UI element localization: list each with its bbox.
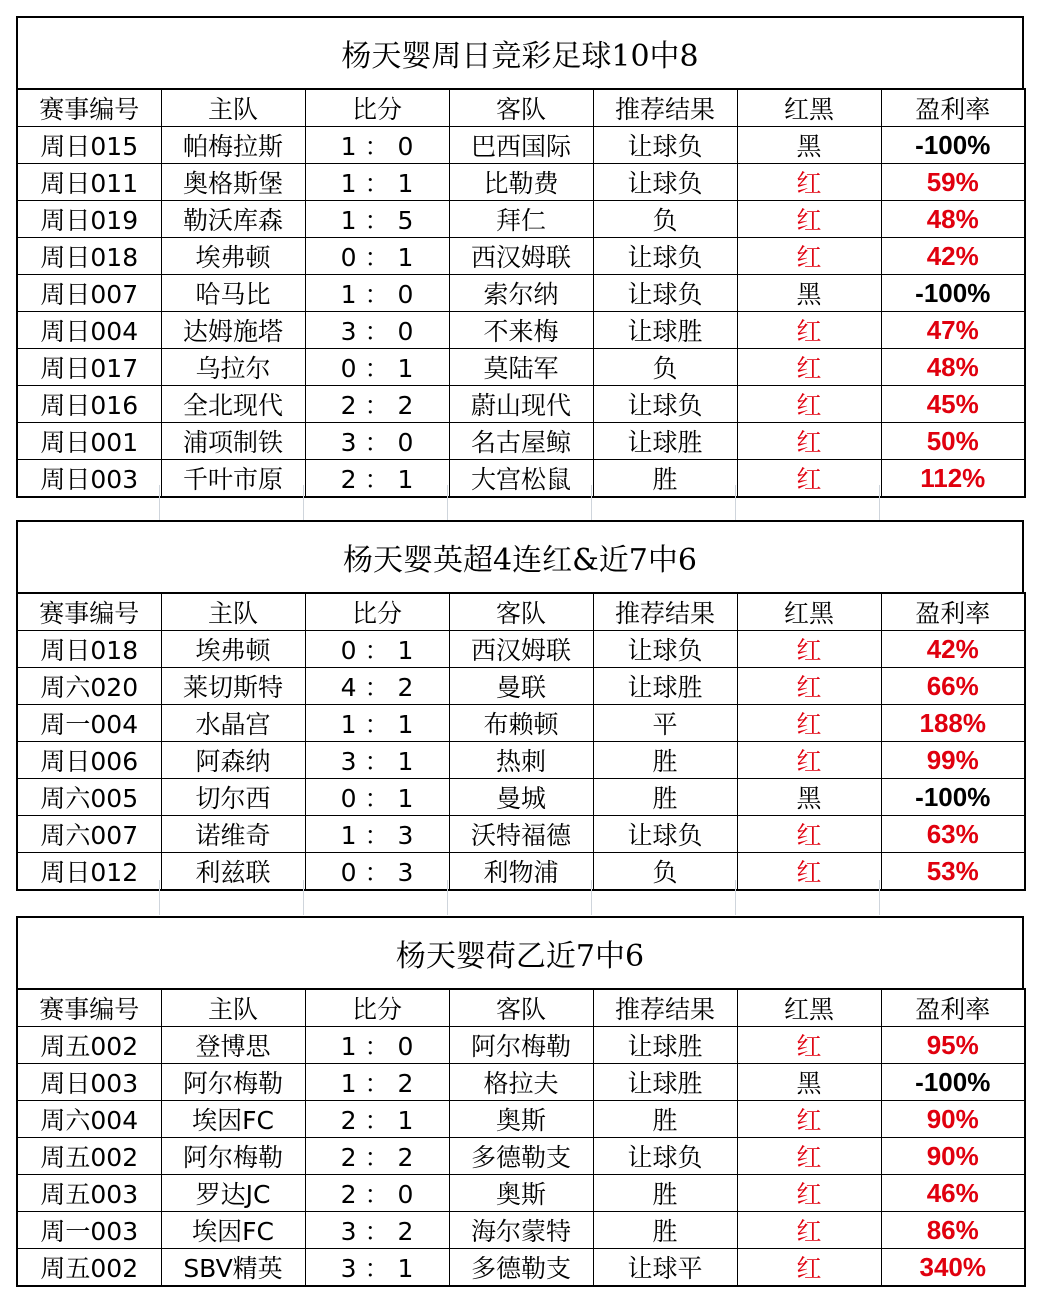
home-team-cell: 埃因FC: [161, 1212, 305, 1249]
empty-cell: [592, 485, 736, 520]
profit-rate-cell: 99%: [881, 742, 1025, 779]
empty-cell: [592, 880, 736, 915]
result-cell: 红: [737, 423, 881, 460]
pick-cell: 让球负: [593, 238, 737, 275]
column-header: 红黑: [737, 89, 881, 127]
pick-cell: 让球胜: [593, 423, 737, 460]
score-cell: 2 ： 0: [305, 1175, 449, 1212]
home-team-cell: 埃弗顿: [161, 631, 305, 668]
empty-cell: [880, 880, 1024, 915]
score-cell: 2 ： 2: [305, 1138, 449, 1175]
result-cell: 红: [737, 349, 881, 386]
pick-cell: 让球胜: [593, 1027, 737, 1064]
match-id-cell: 周日016: [17, 386, 161, 423]
table-row: [17, 742, 1025, 779]
score-cell: 0 ： 1: [305, 779, 449, 816]
score-cell: 1 ： 5: [305, 201, 449, 238]
result-cell: 红: [737, 705, 881, 742]
pick-cell: 平: [593, 705, 737, 742]
away-team-cell: 奥斯: [449, 1101, 593, 1138]
result-cell: 红: [737, 238, 881, 275]
table-row: [17, 1138, 1025, 1175]
pick-cell: 胜: [593, 742, 737, 779]
score-cell: 3 ： 2: [305, 1212, 449, 1249]
score-cell: 3 ： 0: [305, 312, 449, 349]
table-row: [17, 127, 1025, 164]
empty-cell: [304, 485, 448, 520]
empty-cell: [160, 485, 304, 520]
pick-cell: 让球负: [593, 386, 737, 423]
match-id-cell: 周六005: [17, 779, 161, 816]
result-cell: 红: [737, 631, 881, 668]
column-header: 红黑: [737, 593, 881, 631]
profit-rate-cell: 95%: [881, 1027, 1025, 1064]
away-team-cell: 格拉夫: [449, 1064, 593, 1101]
section-title: 杨天婴荷乙近7中6: [16, 916, 1024, 988]
column-header: 盈利率: [881, 593, 1025, 631]
away-team-cell: 多德勒支: [449, 1138, 593, 1175]
match-id-cell: 周五003: [17, 1175, 161, 1212]
home-team-cell: 乌拉尔: [161, 349, 305, 386]
pick-cell: 胜: [593, 1175, 737, 1212]
profit-rate-cell: 50%: [881, 423, 1025, 460]
away-team-cell: 巴西国际: [449, 127, 593, 164]
table-row: [17, 1064, 1025, 1101]
table-row: [17, 668, 1025, 705]
profit-rate-cell: 48%: [881, 201, 1025, 238]
pick-cell: 让球负: [593, 275, 737, 312]
pick-cell: 负: [593, 349, 737, 386]
empty-cell: [304, 880, 448, 915]
home-team-cell: 登博思: [161, 1027, 305, 1064]
empty-cell: [16, 485, 160, 520]
home-team-cell: 阿森纳: [161, 742, 305, 779]
table-row: [17, 238, 1025, 275]
away-team-cell: 西汉姆联: [449, 631, 593, 668]
profit-rate-cell: 112%: [881, 460, 1025, 498]
home-team-cell: 罗达JC: [161, 1175, 305, 1212]
away-team-cell: 奥斯: [449, 1175, 593, 1212]
pick-cell: 让球胜: [593, 312, 737, 349]
home-team-cell: SBV精英: [161, 1249, 305, 1287]
match-id-cell: 周一003: [17, 1212, 161, 1249]
table-row: [17, 275, 1025, 312]
column-header: 客队: [449, 989, 593, 1027]
away-team-cell: 多德勒支: [449, 1249, 593, 1287]
away-team-cell: 索尔纳: [449, 275, 593, 312]
home-team-cell: 奥格斯堡: [161, 164, 305, 201]
score-cell: 0 ： 1: [305, 349, 449, 386]
match-id-cell: 周日011: [17, 164, 161, 201]
table-row: [17, 1249, 1025, 1287]
results-section: [16, 916, 1024, 1287]
column-header: 比分: [305, 89, 449, 127]
home-team-cell: 阿尔梅勒: [161, 1064, 305, 1101]
score-cell: 3 ： 0: [305, 423, 449, 460]
column-header: 赛事编号: [17, 593, 161, 631]
pick-cell: 胜: [593, 1212, 737, 1249]
column-header: 盈利率: [881, 89, 1025, 127]
results-table: [16, 988, 1026, 1287]
profit-rate-cell: 90%: [881, 1101, 1025, 1138]
match-id-cell: 周五002: [17, 1138, 161, 1175]
pick-cell: 负: [593, 201, 737, 238]
empty-spacer-row: [16, 485, 1024, 520]
empty-cell: [160, 880, 304, 915]
section-title: 杨天婴英超4连红&近7中6: [16, 520, 1024, 592]
column-header: 盈利率: [881, 989, 1025, 1027]
empty-spacer-row: [16, 880, 1024, 915]
column-header: 推荐结果: [593, 989, 737, 1027]
profit-rate-cell: 48%: [881, 349, 1025, 386]
column-header: 推荐结果: [593, 593, 737, 631]
match-id-cell: 周日004: [17, 312, 161, 349]
pick-cell: 胜: [593, 779, 737, 816]
away-team-cell: 比勒费: [449, 164, 593, 201]
empty-cell: [736, 485, 880, 520]
away-team-cell: 沃特福德: [449, 816, 593, 853]
home-team-cell: 埃弗顿: [161, 238, 305, 275]
away-team-cell: 名古屋鲸: [449, 423, 593, 460]
table-row: [17, 312, 1025, 349]
match-id-cell: 周日012: [17, 853, 161, 891]
column-header: 主队: [161, 593, 305, 631]
away-team-cell: 西汉姆联: [449, 238, 593, 275]
score-cell: 4 ： 2: [305, 668, 449, 705]
away-team-cell: 蔚山现代: [449, 386, 593, 423]
table-row: [17, 349, 1025, 386]
match-id-cell: 周日007: [17, 275, 161, 312]
table-row: [17, 423, 1025, 460]
table-row: [17, 816, 1025, 853]
profit-rate-cell: 42%: [881, 631, 1025, 668]
away-team-cell: 大宫松鼠: [449, 460, 593, 498]
result-cell: 红: [737, 816, 881, 853]
result-cell: 红: [737, 1138, 881, 1175]
home-team-cell: 利兹联: [161, 853, 305, 891]
profit-rate-cell: 340%: [881, 1249, 1025, 1287]
table-row: [17, 1027, 1025, 1064]
home-team-cell: 埃因FC: [161, 1101, 305, 1138]
score-cell: 1 ： 2: [305, 1064, 449, 1101]
score-cell: 1 ： 1: [305, 705, 449, 742]
empty-cell: [448, 485, 592, 520]
profit-rate-cell: 46%: [881, 1175, 1025, 1212]
match-id-cell: 周日003: [17, 460, 161, 498]
profit-rate-cell: 42%: [881, 238, 1025, 275]
empty-cell: [736, 880, 880, 915]
column-header: 主队: [161, 89, 305, 127]
match-id-cell: 周日003: [17, 1064, 161, 1101]
match-id-cell: 周五002: [17, 1249, 161, 1287]
column-header: 客队: [449, 593, 593, 631]
match-id-cell: 周日001: [17, 423, 161, 460]
away-team-cell: 曼城: [449, 779, 593, 816]
table-row: [17, 705, 1025, 742]
pick-cell: 让球负: [593, 631, 737, 668]
column-header: 客队: [449, 89, 593, 127]
header-row: [17, 89, 1025, 127]
pick-cell: 让球负: [593, 164, 737, 201]
result-cell: 红: [737, 164, 881, 201]
away-team-cell: 布赖顿: [449, 705, 593, 742]
section-title: 杨天婴周日竞彩足球10中8: [16, 16, 1024, 88]
pick-cell: 胜: [593, 460, 737, 498]
profit-rate-cell: 66%: [881, 668, 1025, 705]
empty-cell: [880, 485, 1024, 520]
result-cell: 黑: [737, 1064, 881, 1101]
score-cell: 1 ： 0: [305, 127, 449, 164]
profit-rate-cell: 53%: [881, 853, 1025, 891]
table-row: [17, 1212, 1025, 1249]
profit-rate-cell: 86%: [881, 1212, 1025, 1249]
score-cell: 1 ： 0: [305, 275, 449, 312]
table-row: [17, 386, 1025, 423]
score-cell: 1 ： 0: [305, 1027, 449, 1064]
home-team-cell: 莱切斯特: [161, 668, 305, 705]
profit-rate-cell: -100%: [881, 1064, 1025, 1101]
home-team-cell: 浦项制铁: [161, 423, 305, 460]
away-team-cell: 阿尔梅勒: [449, 1027, 593, 1064]
away-team-cell: 热刺: [449, 742, 593, 779]
away-team-cell: 拜仁: [449, 201, 593, 238]
column-header: 推荐结果: [593, 89, 737, 127]
score-cell: 3 ： 1: [305, 742, 449, 779]
empty-cell: [448, 880, 592, 915]
home-team-cell: 千叶市原: [161, 460, 305, 498]
result-cell: 黑: [737, 127, 881, 164]
result-cell: 红: [737, 742, 881, 779]
result-cell: 红: [737, 668, 881, 705]
home-team-cell: 切尔西: [161, 779, 305, 816]
home-team-cell: 帕梅拉斯: [161, 127, 305, 164]
score-cell: 2 ： 2: [305, 386, 449, 423]
away-team-cell: 不来梅: [449, 312, 593, 349]
table-row: [17, 164, 1025, 201]
away-team-cell: 曼联: [449, 668, 593, 705]
home-team-cell: 水晶宫: [161, 705, 305, 742]
result-cell: 红: [737, 1249, 881, 1287]
result-cell: 红: [737, 1175, 881, 1212]
result-cell: 红: [737, 1101, 881, 1138]
column-header: 赛事编号: [17, 89, 161, 127]
result-cell: 红: [737, 386, 881, 423]
profit-rate-cell: 59%: [881, 164, 1025, 201]
score-cell: 1 ： 3: [305, 816, 449, 853]
home-team-cell: 全北现代: [161, 386, 305, 423]
table-row: [17, 779, 1025, 816]
results-table: [16, 592, 1026, 891]
match-id-cell: 周日018: [17, 631, 161, 668]
score-cell: 0 ： 3: [305, 853, 449, 891]
profit-rate-cell: 188%: [881, 705, 1025, 742]
pick-cell: 负: [593, 853, 737, 891]
profit-rate-cell: -100%: [881, 127, 1025, 164]
home-team-cell: 哈马比: [161, 275, 305, 312]
header-row: [17, 593, 1025, 631]
result-cell: 红: [737, 460, 881, 498]
profit-rate-cell: 45%: [881, 386, 1025, 423]
home-team-cell: 达姆施塔: [161, 312, 305, 349]
result-cell: 黑: [737, 779, 881, 816]
away-team-cell: 利物浦: [449, 853, 593, 891]
column-header: 比分: [305, 593, 449, 631]
results-section: [16, 520, 1024, 891]
match-id-cell: 周日019: [17, 201, 161, 238]
match-id-cell: 周日006: [17, 742, 161, 779]
results-table: [16, 88, 1026, 498]
result-cell: 红: [737, 1212, 881, 1249]
pick-cell: 胜: [593, 1101, 737, 1138]
score-cell: 0 ： 1: [305, 238, 449, 275]
profit-rate-cell: 47%: [881, 312, 1025, 349]
profit-rate-cell: -100%: [881, 275, 1025, 312]
match-id-cell: 周六004: [17, 1101, 161, 1138]
score-cell: 2 ： 1: [305, 460, 449, 498]
result-cell: 红: [737, 853, 881, 891]
match-id-cell: 周日017: [17, 349, 161, 386]
results-section: [16, 16, 1024, 498]
home-team-cell: 勒沃库森: [161, 201, 305, 238]
score-cell: 1 ： 1: [305, 164, 449, 201]
match-id-cell: 周日018: [17, 238, 161, 275]
pick-cell: 让球负: [593, 127, 737, 164]
home-team-cell: 诺维奇: [161, 816, 305, 853]
match-id-cell: 周日015: [17, 127, 161, 164]
match-id-cell: 周五002: [17, 1027, 161, 1064]
match-id-cell: 周六020: [17, 668, 161, 705]
result-cell: 红: [737, 1027, 881, 1064]
table-row: [17, 201, 1025, 238]
result-cell: 红: [737, 312, 881, 349]
away-team-cell: 莫陆军: [449, 349, 593, 386]
score-cell: 0 ： 1: [305, 631, 449, 668]
pick-cell: 让球负: [593, 816, 737, 853]
match-id-cell: 周六007: [17, 816, 161, 853]
pick-cell: 让球胜: [593, 668, 737, 705]
table-row: [17, 1101, 1025, 1138]
match-id-cell: 周一004: [17, 705, 161, 742]
profit-rate-cell: 90%: [881, 1138, 1025, 1175]
profit-rate-cell: 63%: [881, 816, 1025, 853]
away-team-cell: 海尔蒙特: [449, 1212, 593, 1249]
result-cell: 黑: [737, 275, 881, 312]
home-team-cell: 阿尔梅勒: [161, 1138, 305, 1175]
empty-cell: [16, 880, 160, 915]
profit-rate-cell: -100%: [881, 779, 1025, 816]
column-header: 赛事编号: [17, 989, 161, 1027]
header-row: [17, 989, 1025, 1027]
pick-cell: 让球负: [593, 1138, 737, 1175]
score-cell: 3 ： 1: [305, 1249, 449, 1287]
column-header: 比分: [305, 989, 449, 1027]
result-cell: 红: [737, 201, 881, 238]
table-row: [17, 1175, 1025, 1212]
column-header: 红黑: [737, 989, 881, 1027]
pick-cell: 让球胜: [593, 1064, 737, 1101]
score-cell: 2 ： 1: [305, 1101, 449, 1138]
pick-cell: 让球平: [593, 1249, 737, 1287]
column-header: 主队: [161, 989, 305, 1027]
table-row: [17, 631, 1025, 668]
